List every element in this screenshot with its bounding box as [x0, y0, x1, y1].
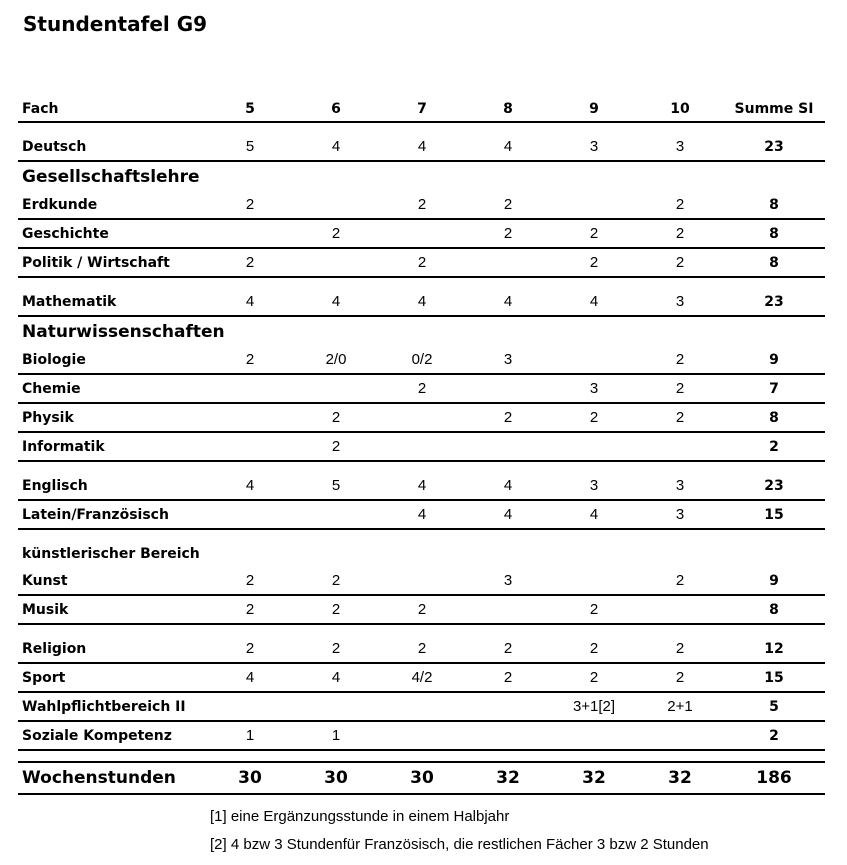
hours-cell: 30	[293, 762, 379, 794]
hours-cell	[465, 721, 551, 750]
hours-cell	[465, 248, 551, 277]
hours-cell	[637, 432, 723, 461]
sum-cell: 15	[723, 500, 825, 529]
hours-cell: 2	[637, 403, 723, 432]
hours-cell	[293, 248, 379, 277]
hours-cell: 2	[551, 248, 637, 277]
header-grade: 10	[637, 97, 723, 122]
subject-label: Politik / Wirtschaft	[18, 248, 207, 277]
hours-cell: 5	[207, 133, 293, 161]
hours-cell: 2	[551, 403, 637, 432]
hours-cell	[207, 374, 293, 403]
hours-cell: 2	[551, 635, 637, 663]
hours-cell: 2	[465, 191, 551, 219]
hours-cell: 4	[551, 288, 637, 316]
subject-label: Religion	[18, 635, 207, 663]
hours-cell	[207, 219, 293, 248]
hours-cell: 2	[551, 595, 637, 624]
header-grade: 6	[293, 97, 379, 122]
hours-cell: 3	[551, 374, 637, 403]
hours-cell	[379, 403, 465, 432]
sum-cell: 15	[723, 663, 825, 692]
hours-cell: 4	[207, 288, 293, 316]
hours-cell: 4	[465, 288, 551, 316]
table-row	[18, 432, 825, 461]
hours-cell: 2	[379, 635, 465, 663]
hours-cell: 2	[637, 663, 723, 692]
hours-cell: 2	[637, 635, 723, 663]
sum-cell: 2	[723, 721, 825, 750]
hours-cell	[293, 692, 379, 721]
hours-cell: 30	[379, 762, 465, 794]
footnote: [1] eine Ergänzungsstunde in einem Halbjahr	[210, 808, 510, 825]
hours-cell	[379, 432, 465, 461]
sum-cell: 23	[723, 472, 825, 500]
hours-cell: 2	[379, 374, 465, 403]
hours-cell	[379, 692, 465, 721]
table-row	[18, 288, 825, 316]
hours-cell: 2	[637, 374, 723, 403]
hours-cell: 4	[293, 133, 379, 161]
sum-cell: 23	[723, 288, 825, 316]
hours-cell: 2	[207, 567, 293, 595]
hours-cell: 2	[293, 432, 379, 461]
hours-cell: 4	[551, 500, 637, 529]
header-fach: Fach	[18, 97, 207, 122]
hours-cell: 4	[465, 500, 551, 529]
hours-cell	[551, 346, 637, 374]
hours-cell: 2	[207, 635, 293, 663]
table-row	[18, 403, 825, 432]
subject-label: Mathematik	[18, 288, 207, 316]
hours-cell: 4	[293, 663, 379, 692]
section-heading	[18, 316, 825, 346]
subject-label: Soziale Kompetenz	[18, 721, 207, 750]
hours-cell: 2	[637, 191, 723, 219]
hours-cell: 2	[207, 248, 293, 277]
hours-cell: 2	[379, 191, 465, 219]
hours-cell: 2	[637, 248, 723, 277]
hours-cell: 4	[293, 288, 379, 316]
hours-cell: 5	[293, 472, 379, 500]
footnotes	[210, 803, 709, 859]
hours-cell: 3	[551, 472, 637, 500]
hours-cell	[551, 721, 637, 750]
sum-cell: 8	[723, 595, 825, 624]
hours-cell: 3	[551, 133, 637, 161]
hours-cell: 2	[551, 219, 637, 248]
sum-cell: 7	[723, 374, 825, 403]
hours-cell: 3	[637, 500, 723, 529]
hours-cell: 4/2	[379, 663, 465, 692]
header-grade: 7	[379, 97, 465, 122]
table-row	[18, 663, 825, 692]
hours-cell: 4	[379, 133, 465, 161]
hours-cell	[551, 191, 637, 219]
hours-cell: 2	[293, 567, 379, 595]
table-row	[18, 133, 825, 161]
sum-cell: 186	[723, 762, 825, 794]
hours-cell: 32	[637, 762, 723, 794]
hours-cell: 4	[465, 472, 551, 500]
hours-cell	[551, 567, 637, 595]
hours-cell	[379, 567, 465, 595]
hours-cell: 2	[207, 346, 293, 374]
footnote: [2] 4 bzw 3 Stundenfür Französisch, die restlichen Fächer 3 bzw 2 Stunden	[210, 836, 709, 853]
hours-cell: 2	[637, 567, 723, 595]
header-grade: 9	[551, 97, 637, 122]
header-grade: 8	[465, 97, 551, 122]
table-row	[18, 595, 825, 624]
hours-cell: 2/0	[293, 346, 379, 374]
table-row	[18, 635, 825, 663]
sum-cell: 2	[723, 432, 825, 461]
hours-cell: 3	[637, 288, 723, 316]
sum-cell: 8	[723, 191, 825, 219]
table-row	[18, 472, 825, 500]
hours-cell: 3+1[2]	[551, 692, 637, 721]
hours-cell	[465, 432, 551, 461]
hours-cell: 2	[293, 219, 379, 248]
subject-label: Deutsch	[18, 133, 207, 161]
subject-label: Chemie	[18, 374, 207, 403]
header-summe: Summe SI	[723, 97, 825, 122]
subject-label: Geschichte	[18, 219, 207, 248]
subject-label: Latein/Französisch	[18, 500, 207, 529]
timetable	[18, 97, 825, 795]
hours-cell: 1	[293, 721, 379, 750]
hours-cell	[293, 374, 379, 403]
hours-cell: 4	[379, 288, 465, 316]
table-row	[18, 692, 825, 721]
sum-cell: 12	[723, 635, 825, 663]
hours-cell: 2	[293, 635, 379, 663]
subject-label: Erdkunde	[18, 191, 207, 219]
hours-cell: 3	[465, 346, 551, 374]
table-row	[18, 374, 825, 403]
hours-cell	[465, 692, 551, 721]
hours-cell: 4	[379, 500, 465, 529]
hours-cell	[207, 432, 293, 461]
sum-cell: 9	[723, 567, 825, 595]
hours-cell	[637, 595, 723, 624]
hours-cell: 2	[637, 346, 723, 374]
hours-cell: 2	[293, 403, 379, 432]
hours-cell: 30	[207, 762, 293, 794]
hours-cell	[293, 191, 379, 219]
header-grade: 5	[207, 97, 293, 122]
section-heading	[18, 540, 825, 567]
subject-label: Englisch	[18, 472, 207, 500]
header-row	[18, 97, 825, 122]
hours-cell: 2	[379, 248, 465, 277]
hours-cell: 0/2	[379, 346, 465, 374]
page-title: Stundentafel G9	[23, 12, 208, 36]
subject-label: Wochenstunden	[18, 762, 207, 794]
hours-cell	[465, 374, 551, 403]
hours-cell: 2+1	[637, 692, 723, 721]
section-title: künstlerischer Bereich	[22, 545, 200, 562]
sum-cell: 23	[723, 133, 825, 161]
hours-cell: 2	[465, 663, 551, 692]
sum-cell: 8	[723, 403, 825, 432]
hours-cell	[465, 595, 551, 624]
sum-cell: 8	[723, 248, 825, 277]
section-title: Naturwissenschaften	[22, 321, 225, 342]
hours-cell	[207, 403, 293, 432]
hours-cell: 3	[465, 567, 551, 595]
hours-cell: 1	[207, 721, 293, 750]
hours-cell: 4	[379, 472, 465, 500]
hours-cell: 2	[207, 191, 293, 219]
table-row	[18, 500, 825, 529]
section-title: Gesellschaftslehre	[22, 166, 200, 187]
sum-cell: 9	[723, 346, 825, 374]
table-row	[18, 191, 825, 219]
sum-cell: 5	[723, 692, 825, 721]
hours-cell	[207, 500, 293, 529]
hours-cell	[379, 219, 465, 248]
hours-cell: 2	[207, 595, 293, 624]
hours-cell: 2	[637, 219, 723, 248]
hours-cell	[207, 692, 293, 721]
subject-label: Kunst	[18, 567, 207, 595]
hours-cell	[551, 432, 637, 461]
hours-cell: 32	[465, 762, 551, 794]
section-heading	[18, 161, 825, 191]
table-row	[18, 567, 825, 595]
table-row	[18, 721, 825, 750]
hours-cell: 4	[207, 663, 293, 692]
subject-label: Physik	[18, 403, 207, 432]
hours-cell	[379, 721, 465, 750]
subject-label: Wahlpflichtbereich II	[18, 692, 207, 721]
hours-cell	[293, 500, 379, 529]
hours-cell	[637, 721, 723, 750]
hours-cell: 2	[379, 595, 465, 624]
hours-cell: 2	[293, 595, 379, 624]
subject-label: Biologie	[18, 346, 207, 374]
table-row	[18, 219, 825, 248]
table-row	[18, 248, 825, 277]
subject-label: Musik	[18, 595, 207, 624]
hours-cell: 2	[465, 635, 551, 663]
subject-label: Sport	[18, 663, 207, 692]
hours-cell: 3	[637, 133, 723, 161]
sum-cell: 8	[723, 219, 825, 248]
hours-cell: 4	[207, 472, 293, 500]
total-row	[18, 762, 825, 794]
hours-cell: 2	[551, 663, 637, 692]
hours-cell: 32	[551, 762, 637, 794]
subject-label: Informatik	[18, 432, 207, 461]
hours-cell: 2	[465, 219, 551, 248]
hours-cell: 2	[465, 403, 551, 432]
hours-cell: 4	[465, 133, 551, 161]
hours-cell: 3	[637, 472, 723, 500]
table-row	[18, 346, 825, 374]
